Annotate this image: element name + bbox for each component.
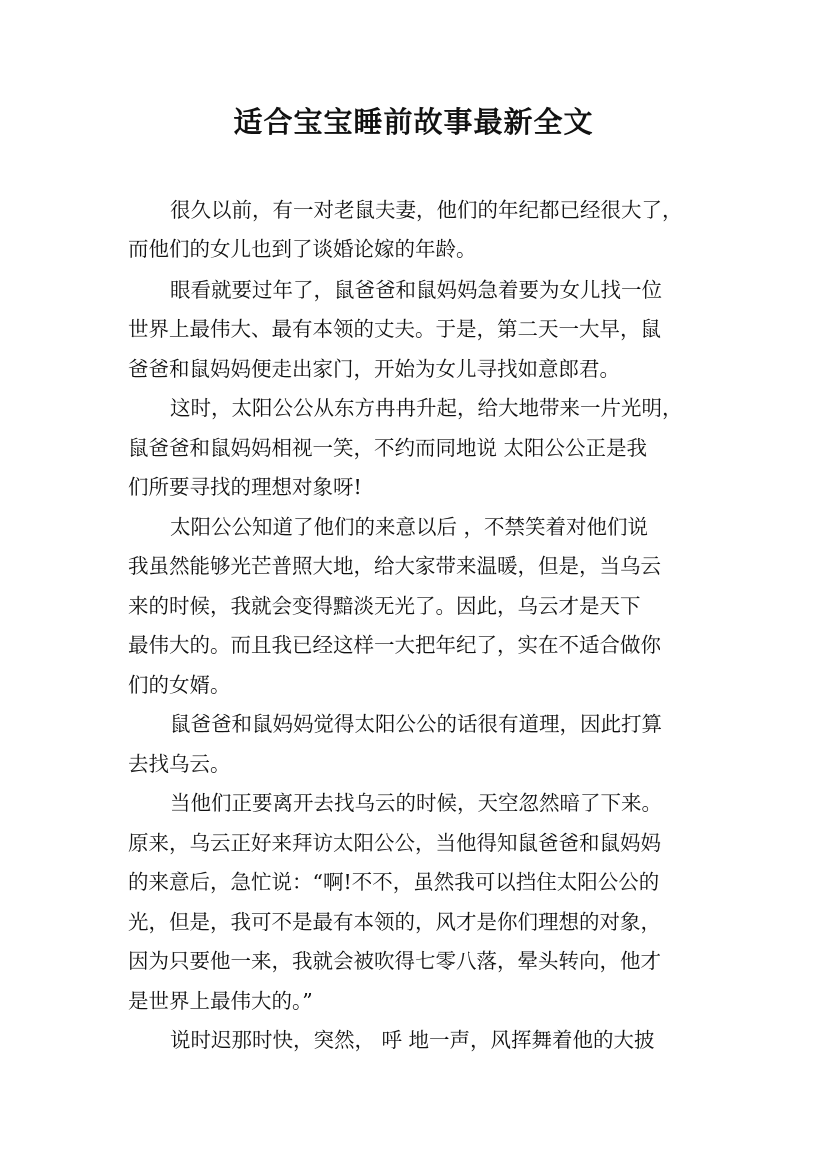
text-line: 世界上最伟大、最有本领的丈夫。于是，第二天一大早，鼠	[128, 317, 661, 341]
text-line: 的来意后，急忙说：“啊!不不，虽然我可以挡住太阳公公的	[128, 870, 660, 894]
text-line: 很久以前，有一对老鼠夫妻，他们的年纪都已经很大了，	[170, 198, 683, 222]
text-line: 来的时候，我就会变得黯淡无光了。因此，乌云才是天下	[128, 594, 641, 618]
text-line: 这时，太阳公公从东方冉冉升起，给大地带来一片光明，	[170, 396, 683, 420]
text-line: 爸爸和鼠妈妈便走出家门，开始为女儿寻找如意郎君。	[128, 357, 620, 381]
text-line: 鼠爸爸和鼠妈妈觉得太阳公公的话很有道理，因此打算	[170, 712, 662, 736]
text-line: 眼看就要过年了，鼠爸爸和鼠妈妈急着要为女儿找一位	[170, 278, 662, 302]
text-line: 光，但是，我可不是最有本领的，风才是你们理想的对象，	[128, 910, 661, 934]
text-line: 是世界上最伟大的。”	[128, 989, 313, 1013]
text-line: 去找乌云。	[128, 752, 231, 776]
text-line: 鼠爸爸和鼠妈妈相视一笑，不约而同地说 太阳公公正是我	[128, 436, 648, 460]
text-line: 说时迟那时快，突然， 呼 地一声，风挥舞着他的大披	[170, 1028, 655, 1052]
text-line: 原来，乌云正好来拜访太阳公公，当他得知鼠爸爸和鼠妈妈	[128, 831, 661, 855]
document-title: 适合宝宝睡前故事最新全文	[233, 105, 594, 139]
text-line: 最伟大的。而且我已经这样一大把年纪了，实在不适合做你	[128, 633, 661, 657]
text-line: 因为只要他一来，我就会被吹得七零八落，晕头转向，他才	[128, 949, 661, 973]
text-line: 我虽然能够光芒普照大地，给大家带来温暖，但是，当乌云	[128, 554, 661, 578]
text-line: 们所要寻找的理想对象呀!	[128, 475, 362, 499]
text-line: 们的女婿。	[128, 673, 231, 697]
text-line: 太阳公公知道了他们的来意以后 ，不禁笑着对他们说	[170, 515, 649, 539]
text-line: 当他们正要离开去找乌云的时候，天空忽然暗了下来。	[170, 791, 662, 815]
text-line: 而他们的女儿也到了谈婚论嫁的年龄。	[128, 237, 477, 261]
